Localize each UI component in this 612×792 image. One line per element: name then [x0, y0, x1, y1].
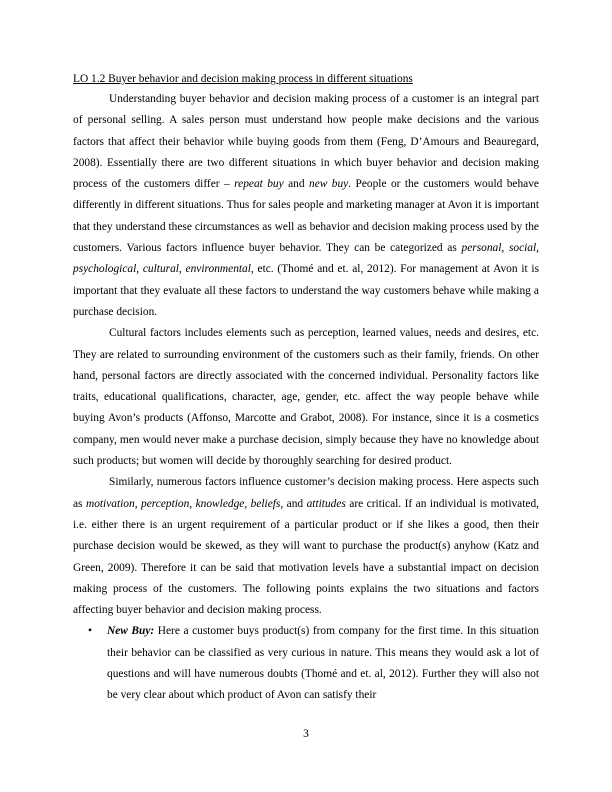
- text-span: . People or the customers would behave differently in different situations. Thus for sales people and marketing manager at Avon it is important that they understand these circumstances as well as behavior and decision making process used by the customers. Various factors influence buyer behavior. They can be categorized as: [73, 178, 539, 255]
- italic-factor-list: personal, social, psychological, cultural, environmental,: [73, 242, 539, 276]
- text-span: and: [283, 178, 309, 191]
- bullet-icon: •: [88, 625, 92, 638]
- section-heading: LO 1.2 Buyer behavior and decision making process in different situations: [73, 73, 413, 85]
- bullet-title: New Buy:: [107, 625, 155, 638]
- paragraph-buyer-behavior-intro: [73, 89, 539, 323]
- text-span: and: [283, 497, 307, 510]
- page-number: 3: [303, 728, 309, 740]
- italic-term-repeat-buy: repeat buy: [234, 178, 284, 191]
- italic-term-attitudes: attitudes: [306, 497, 346, 510]
- text-span: Understanding buyer behavior and decision making process of a customer is an integral part of personal selling. A sales person must understand how people make decisions and the various factors that affect their behavior while buying goods from them (Feng, D’Amours and Beauregard, 2008). Essentially there are two different situations in which buyer behavior and decision making process of the customers differ –: [73, 93, 539, 191]
- paragraph-decision-factors: [73, 472, 539, 621]
- italic-factor-list: motivation, perception, knowledge, beliefs,: [85, 497, 284, 510]
- text-span: etc. (Thomé and et. al, 2012). For management at Avon it is important that they evaluate all these factors to understand the way customers behave while making a purchase decision.: [73, 263, 539, 318]
- text-span: are critical. If an individual is motivated, i.e. either there is an urgent requirement of a particular product or if she likes a good, then their purchase decision would be skewed, as they will want to purchase the product(s) anyhow (Katz and Green, 2009). Therefore it can be said that motivation levels have a substantial impact on decision making process of the customers. The following points explains the two situations and factors affecting buyer behavior and decision making process.: [73, 497, 539, 617]
- text-span: Similarly, numerous factors influence customer’s decision making process. Here aspects such as: [73, 476, 539, 510]
- italic-term-new-buy: new buy: [309, 178, 349, 191]
- bullet-text: Here a customer buys product(s) from company for the first time. In this situation their behavior can be classified as very curious in nature. This means they would ask a lot of questions and will have numerous doubts (Thomé and et. al, 2012). Further they will also not be very clear about which product of Avon can satisfy their: [107, 625, 539, 702]
- page-content: [73, 69, 539, 707]
- paragraph-cultural-factors: Cultural factors includes elements such as perception, learned values, needs and desires, etc. They are related to surrounding environment of the customers such as their family, friends. On other hand, personal factors are directly associated with the concerned individual. Personality factors like traits, educational qualifications, character, age, gender, etc. affect the way people behave while buying Avon’s products (Affonso, Marcotte and Grabot, 2008). For instance, since it is a cosmetics company, men would never make a purchase decision, simply because they have no knowledge about such products; but women will decide by thoroughly searching for desired product.: [73, 327, 539, 468]
- bullet-item-new-buy: [73, 621, 539, 706]
